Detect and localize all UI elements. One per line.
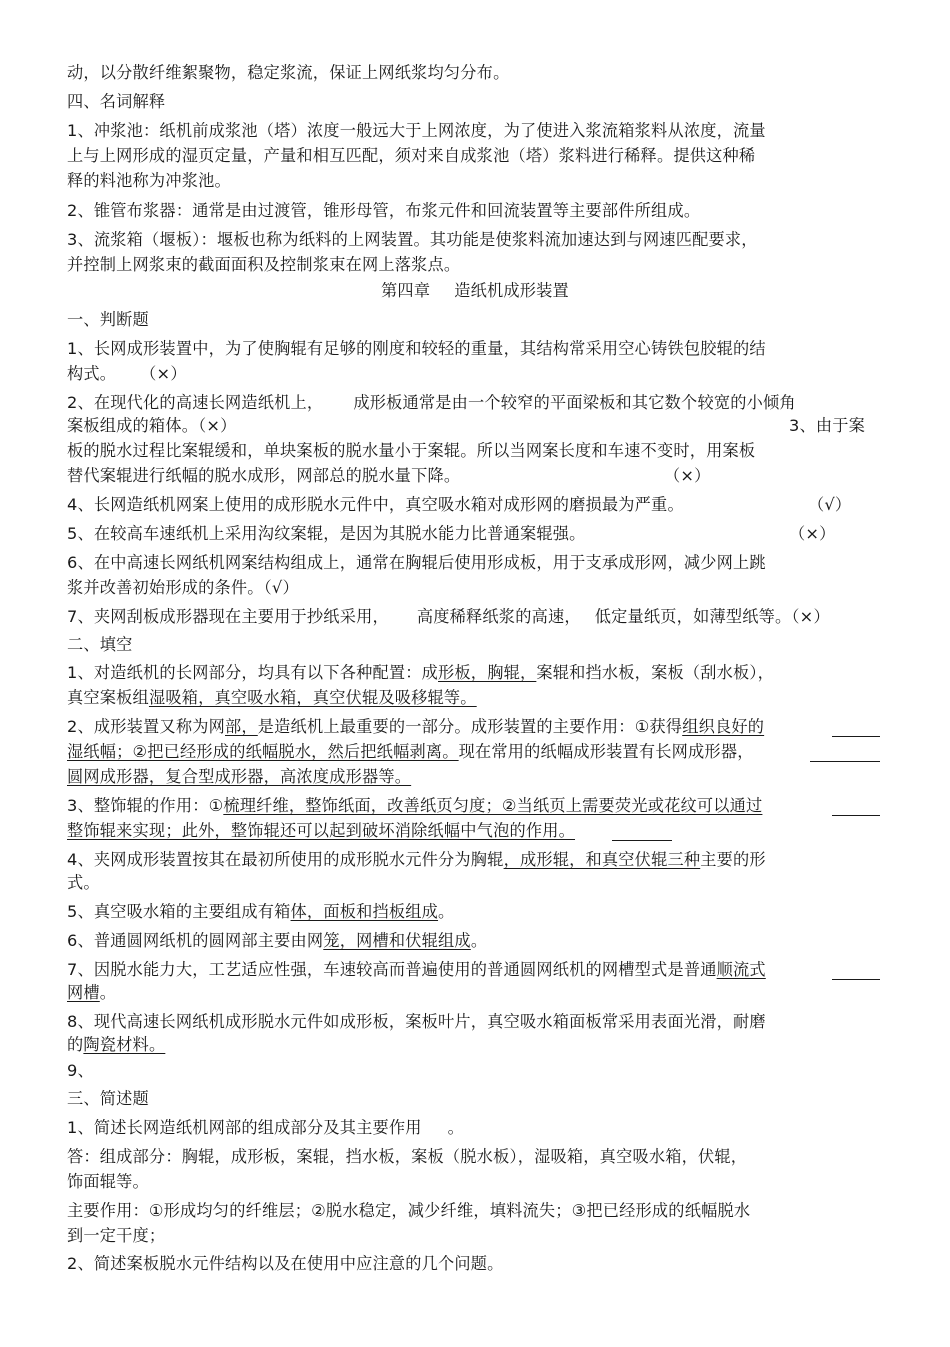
fill-answer: 圆网成形器，复合型成形器，高浓度成形器等。 bbox=[67, 767, 412, 786]
fill-1-line1: 1、对造纸机的长网部分，均具有以下各种配置：成形板，胸辊，案辊和挡水板，案板（刮水板）， bbox=[67, 663, 775, 682]
blank-underline bbox=[832, 979, 880, 980]
short-2-question: 2、简述案板脱水元件结构以及在使用中应注意的几个问题。 bbox=[67, 1254, 504, 1273]
term-1-line1: 1、冲浆池：纸机前成浆池（塔）浓度一般远大于上网浓度，为了使进入浆流箱浆料从浓度，流量 bbox=[67, 121, 766, 140]
tf-3-line1: 板的脱水过程比案辊缓和，单块案板的脱水量小于案辊。所以当网案长度和车速不变时，用案板 bbox=[67, 441, 756, 460]
fill-answer: 湿吸箱，真空吸水箱，真空伏辊及吸移辊等。 bbox=[148, 688, 477, 707]
fill-3-line1: 3、整饰辊的作用：①梳理纤维，整饰纸面，改善纸页匀度；②当纸页上需要荧光或花纹可以通过 bbox=[67, 796, 763, 815]
term-1-line2: 上与上网形成的湿页定量，产量和相互匹配，须对来自成浆池（塔）浆料进行稀释。提供这种稀 bbox=[67, 146, 756, 165]
fill-6-line1: 6、普通圆网纸机的圆网部主要由网笼，网槽和伏辊组成。 bbox=[67, 931, 488, 950]
section-heading: 四、名词解释 bbox=[67, 92, 166, 111]
term-2-line1: 2、锥管布浆器：通常是由过渡管，锥形母管，布浆元件和回流装置等主要部件所组成。 bbox=[67, 201, 701, 220]
chapter-title bbox=[0, 280, 950, 302]
short-1-answer-line4: 到一定干度； bbox=[67, 1226, 166, 1245]
tf-2-line1: 2、在现代化的高速长网造纸机上， 成形板通常是由一个较窄的平面梁板和其它数个较宽的小倾角 bbox=[67, 393, 796, 412]
fill-5-line1: 5、真空吸水箱的主要组成有箱体，面板和挡板组成。 bbox=[67, 902, 455, 921]
section-heading: 一、判断题 bbox=[67, 310, 149, 329]
fill-7-line1: 7、因脱水能力大，工艺适应性强，车速较高而普遍使用的普通圆网纸机的网槽型式是普通顺流式 bbox=[67, 960, 766, 979]
fill-answer: 笼，网槽和伏辊组成 bbox=[323, 931, 471, 950]
tf-1-line2: 构式。 （×） bbox=[67, 364, 187, 383]
section-heading: 三、简述题 bbox=[67, 1089, 149, 1108]
fill-answer: 梳理纤维，整饰纸面，改善纸页匀度；②当纸页上需要荧光或花纹可以通过 bbox=[223, 796, 763, 815]
fill-answer: ，成形辊，和真空伏辊三种 bbox=[503, 850, 701, 869]
fill-answer: 湿纸幅；②把已经形成的纸幅脱水，然后把纸幅剥离。 bbox=[67, 742, 459, 761]
short-1-answer-line2: 饰面辊等。 bbox=[67, 1172, 149, 1191]
term-1-line3: 释的料池称为冲浆池。 bbox=[67, 171, 231, 190]
tf-7-line1: 7、夹网刮板成形器现在主要用于抄纸采用， 高度稀释纸浆的高速， 低定量纸页，如薄型纸等。（×） bbox=[67, 607, 830, 626]
term-3-line2: 并控制上网浆束的截面面积及控制浆束在网上落浆点。 bbox=[67, 255, 461, 274]
term-3-line1: 3、流浆箱（堰板）：堰板也称为纸料的上网装置。其功能是使浆料流加速达到与网速匹配要求， bbox=[67, 230, 758, 249]
blank-underline bbox=[810, 761, 880, 762]
fill-answer: 体，面板和挡板组成 bbox=[290, 902, 439, 921]
fill-2-line1: 2、成形装置又称为网部，是造纸机上最重要的一部分。成形装置的主要作用：①获得组织良好的 bbox=[67, 717, 765, 736]
tf-1-line1: 1、长网成形装置中，为了使胸辊有足够的刚度和较轻的重量，其结构常采用空心铸铁包胶辊的结 bbox=[67, 339, 766, 358]
chapter-number: 第四章 bbox=[381, 281, 431, 300]
fill-4-line2: 式。 bbox=[67, 873, 100, 892]
answer-mark: （×） bbox=[140, 364, 187, 383]
answer-mark: （×） bbox=[664, 466, 711, 485]
answer-mark: （×） bbox=[789, 524, 836, 543]
fill-2-line3 bbox=[67, 766, 411, 788]
fill-4-line1: 4、夹网成形装置按其在最初所使用的成形脱水元件分为胸辊，成形辊，和真空伏辊三种主要的形 bbox=[67, 850, 766, 869]
tf-4-line1: 4、长网造纸机网案上使用的成形脱水元件中，真空吸水箱对成形网的磨损最为严重。 bbox=[67, 495, 684, 514]
text-line: 动，以分散纤维絮聚物，稳定浆流，保证上网纸浆均匀分布。 bbox=[67, 63, 510, 82]
fill-7-line2: 网槽。 bbox=[67, 983, 117, 1002]
chapter-name: 造纸机成形装置 bbox=[454, 281, 569, 300]
fill-answer: 网槽 bbox=[67, 983, 100, 1002]
fill-answer: 组织良好的 bbox=[682, 717, 765, 736]
blank-underline bbox=[612, 840, 672, 841]
fill-8-line2: 的陶瓷材料。 bbox=[67, 1035, 166, 1054]
short-1-answer-line3: 主要作用：①形成均匀的纤维层；②脱水稳定，减少纤维，填料流失；③把已经形成的纸幅脱水 bbox=[67, 1201, 751, 1220]
short-1-question: 1、简述长网造纸机网部的组成部分及其主要作用 。 bbox=[67, 1118, 465, 1137]
blank-underline bbox=[832, 736, 880, 737]
fill-answer: 整饰辊来实现；此外，整饰辊还可以起到破坏消除纸幅中气泡的作用。 bbox=[67, 821, 576, 840]
fill-2-line2: 湿纸幅；②把已经形成的纸幅脱水，然后把纸幅剥离。现在常用的纸幅成形装置有长网成形器， bbox=[67, 742, 754, 761]
tf-3-line2: 替代案辊进行纸幅的脱水成形，网部总的脱水量下降。 bbox=[67, 466, 461, 485]
blank-underline bbox=[832, 815, 880, 816]
fill-answer: 陶瓷材料。 bbox=[83, 1035, 166, 1054]
tf-6-line1: 6、在中高速长网纸机网案结构组成上，通常在胸辊后使用形成板，用于支承成形网，减少网上跳 bbox=[67, 553, 766, 572]
fill-8-line1: 8、现代高速长网纸机成形脱水元件如成形板，案板叶片，真空吸水箱面板常采用表面光滑，耐磨 bbox=[67, 1012, 766, 1031]
fill-answer: 形板，胸辊， bbox=[438, 663, 537, 682]
tf-5-line1: 5、在较高车速纸机上采用沟纹案辊，是因为其脱水能力比普通案辊强。 bbox=[67, 524, 586, 543]
fill-answer: 顺流式 bbox=[716, 960, 766, 979]
tf-6-line2: 浆并改善初始形成的条件。（√） bbox=[67, 578, 299, 597]
tf-3-start: 3、由于案 bbox=[789, 416, 866, 435]
fill-answer: 部， bbox=[225, 717, 258, 736]
fill-1-line2: 真空案板组湿吸箱，真空吸水箱，真空伏辊及吸移辊等。 bbox=[67, 688, 477, 707]
tf-2-line2: 案板组成的箱体。（×） bbox=[67, 416, 237, 435]
fill-3-line2 bbox=[67, 820, 575, 842]
fill-9: 9、 bbox=[67, 1061, 94, 1080]
section-heading: 二、填空 bbox=[67, 635, 133, 654]
answer-mark: （√） bbox=[808, 495, 852, 514]
short-1-answer-line1: 答：组成部分：胸辊，成形板，案辊，挡水板，案板（脱水板），湿吸箱，真空吸水箱，伏辊， bbox=[67, 1147, 748, 1166]
